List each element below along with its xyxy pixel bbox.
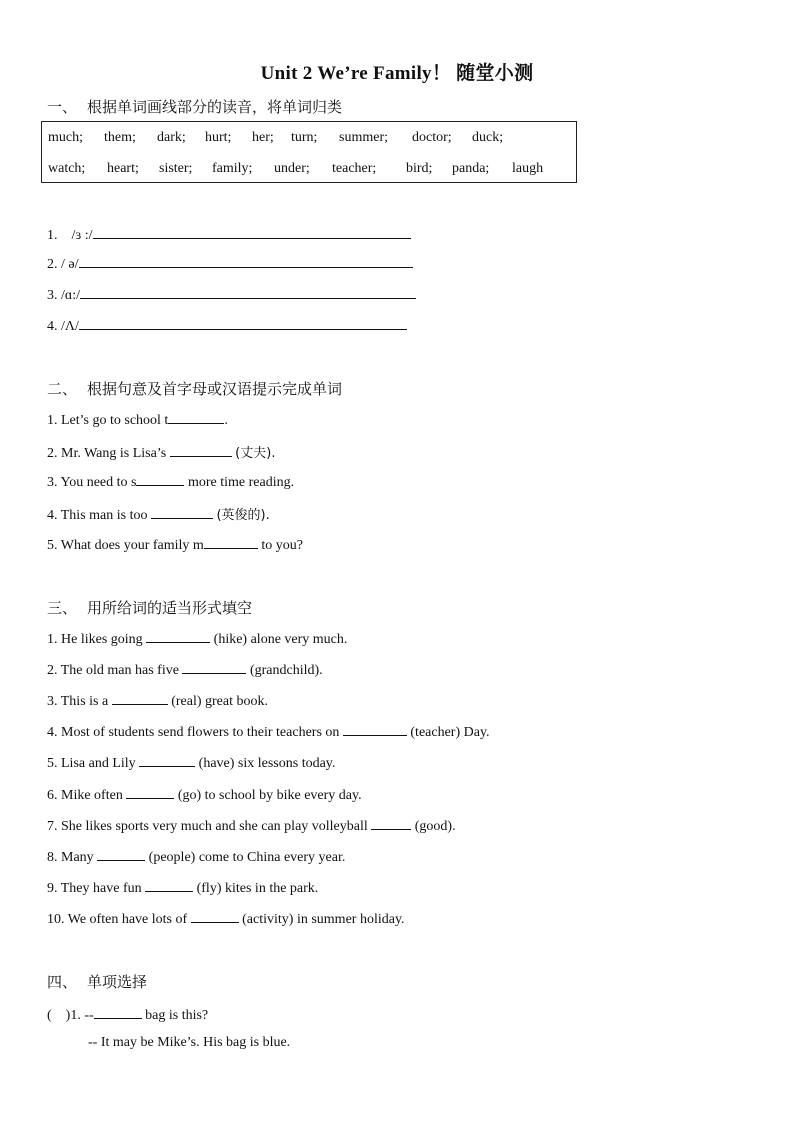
word-item: her;	[252, 130, 274, 145]
question-3-4	[47, 723, 490, 741]
section-3-number: 三、	[47, 599, 78, 617]
word-item: panda;	[452, 161, 490, 176]
question-text: 9. They have fun	[47, 881, 146, 896]
word-bank-box	[41, 121, 577, 183]
question-3-5	[47, 754, 335, 772]
question-3-9	[47, 879, 318, 897]
question-3-7	[47, 817, 456, 835]
answer-blank[interactable]	[93, 226, 411, 239]
question-text: (go) to school by bike every day.	[174, 788, 362, 803]
word-item: doctor;	[412, 130, 452, 145]
section-1-title: 根据单词画线部分的读音，将单词归类	[87, 98, 343, 116]
answer-blank[interactable]	[126, 786, 174, 799]
word-item: laugh	[512, 161, 544, 176]
phonetic-label: 3. /ɑ:/	[47, 288, 80, 303]
question-text: ( )1. --	[47, 1008, 94, 1023]
answer-blank[interactable]	[112, 692, 168, 705]
question-text: (teacher) Day.	[406, 725, 490, 740]
question-3-2	[47, 661, 323, 679]
phonetic-line-1	[47, 224, 411, 244]
section-3-heading	[47, 597, 252, 618]
answer-blank[interactable]	[182, 661, 246, 674]
question-3-10	[47, 910, 405, 928]
question-text: bag is this?	[141, 1008, 209, 1023]
question-text: (real) great book.	[167, 694, 268, 709]
word-item: turn;	[291, 130, 318, 145]
section-4-title: 单项选择	[87, 973, 148, 991]
answer-blank[interactable]	[79, 317, 407, 330]
section-4-heading	[47, 971, 147, 992]
phonetic-line-3	[47, 286, 416, 304]
question-4-1	[47, 1004, 208, 1024]
word-item: them;	[104, 130, 136, 145]
question-2-2	[47, 442, 275, 462]
question-text: 3. You need to s	[47, 475, 137, 490]
question-2-1	[47, 411, 228, 429]
question-text: (have) six lessons today.	[195, 756, 336, 771]
question-text: (hike) alone very much.	[210, 632, 348, 647]
section-4-number: 四、	[47, 973, 78, 991]
section-3-title: 用所给词的适当形式填空	[87, 599, 253, 617]
question-2-5	[47, 536, 303, 554]
word-item: teacher;	[332, 161, 377, 176]
question-text: (fly) kites in the park.	[193, 881, 319, 896]
section-1-number: 一、	[47, 98, 78, 116]
page-title: Unit 2 We’re Family！ 随堂小测	[260, 63, 534, 84]
question-text: (activity) in summer holiday.	[238, 912, 405, 927]
question-3-1	[47, 630, 347, 648]
word-item: much;	[48, 130, 83, 145]
question-text: (good).	[411, 819, 456, 834]
word-item: dark;	[157, 130, 186, 145]
question-3-8	[47, 848, 345, 866]
question-text: 8. Many	[47, 850, 98, 865]
question-text: 3. This is a	[47, 694, 112, 709]
section-2-title: 根据句意及首字母或汉语提示完成单词	[87, 380, 343, 398]
word-item: heart;	[107, 161, 139, 176]
hint-text: (丈夫).	[235, 446, 276, 461]
question-text: 2. Mr. Wang is Lisa’s	[47, 446, 170, 461]
word-item: sister;	[159, 161, 193, 176]
phonetic-label: 4. /Λ/	[47, 319, 79, 334]
answer-blank[interactable]	[168, 411, 224, 424]
phonetic-label: 1. /ɜ :/	[47, 228, 93, 243]
answer-blank[interactable]	[204, 536, 258, 549]
question-text: 1. He likes going	[47, 632, 147, 647]
phonetic-label: 2. / ə/	[47, 257, 79, 272]
question-text: more time reading.	[184, 475, 295, 490]
word-item: summer;	[339, 130, 388, 145]
question-text: to you?	[257, 538, 303, 553]
question-3-3	[47, 692, 268, 710]
section-2-number: 二、	[47, 380, 78, 398]
question-3-6	[47, 786, 362, 804]
question-text: 5. Lisa and Lily	[47, 756, 140, 771]
answer-blank[interactable]	[371, 817, 411, 830]
answer-blank[interactable]	[170, 444, 232, 457]
answer-blank[interactable]	[145, 879, 193, 892]
hint-text: (英俊的).	[216, 508, 270, 523]
answer-blank[interactable]	[94, 1006, 142, 1019]
word-item: family;	[212, 161, 253, 176]
question-2-4	[47, 504, 270, 524]
question-text: 2. The old man has five	[47, 663, 183, 678]
word-item: watch;	[48, 161, 86, 176]
answer-blank[interactable]	[139, 754, 195, 767]
word-item: under;	[274, 161, 310, 176]
answer-blank[interactable]	[79, 255, 413, 268]
question-2-3	[47, 473, 294, 491]
question-text: (people) come to China every year.	[145, 850, 346, 865]
answer-blank[interactable]	[80, 286, 416, 299]
answer-blank[interactable]	[136, 473, 184, 486]
question-text: 1. Let’s go to school t	[47, 413, 169, 428]
answer-blank[interactable]	[97, 848, 145, 861]
question-text: 4. Most of students send flowers to their teachers on	[47, 725, 343, 740]
section-1-heading	[47, 96, 342, 117]
question-text: 4. This man is too	[47, 508, 151, 523]
phonetic-line-4	[47, 317, 407, 335]
word-item: duck;	[472, 130, 504, 145]
answer-blank[interactable]	[191, 910, 239, 923]
question-text: 5. What does your family m	[47, 538, 204, 553]
answer-blank[interactable]	[151, 506, 213, 519]
section-2-heading	[47, 378, 342, 399]
answer-blank[interactable]	[343, 723, 407, 736]
question-text: 6. Mike often	[47, 788, 127, 803]
phonetic-line-2	[47, 255, 413, 273]
question-text: .	[224, 413, 228, 428]
question-text: 7. She likes sports very much and she can play volleyball	[47, 819, 372, 834]
answer-blank[interactable]	[146, 630, 210, 643]
question-text: (grandchild).	[246, 663, 323, 678]
question-4-1-answer-line: -- It may be Mike’s. His bag is blue.	[88, 1035, 291, 1050]
word-item: hurt;	[205, 130, 232, 145]
question-text: 10. We often have lots of	[47, 912, 191, 927]
word-item: bird;	[406, 161, 433, 176]
